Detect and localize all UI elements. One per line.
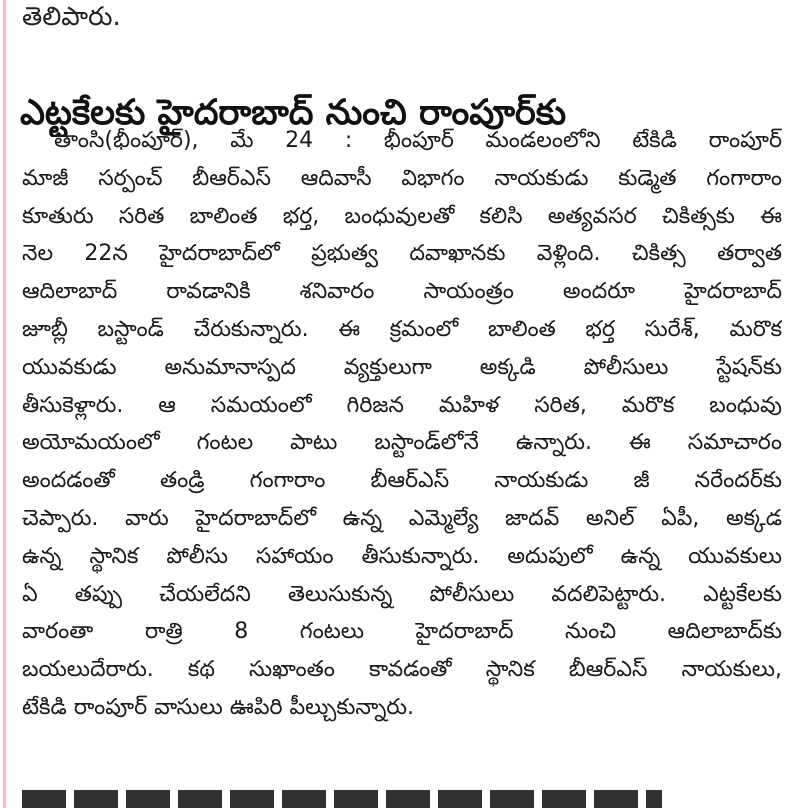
article-line: ఏ తప్పు చేయలేదని తెలుసుకున్న పోలీసులు వదలిపెట్టారు. ఎట్టకేలకు (22, 581, 782, 607)
article-line: అయోమయంలో గంటల పాటు బస్టాండ్‌లోనే ఉన్నారు. ఈ సమాచారం (22, 430, 782, 456)
article-line: ఆదిలాబాద్ రావడానికి శనివారం సాయంత్రం అందరూ హైదరాబాద్ (22, 279, 782, 305)
article-line: యువకుడు అనుమానాస్పద వ్యక్తులుగా అక్కడి పోలీసులు స్టేషన్‌కు (22, 354, 782, 380)
article-line: అందడంతో తండ్రి గంగారాం బీఆర్ఎస్ నాయకుడు జీ నరేందర్‌కు (22, 468, 782, 494)
cropped-headline-glyphs (22, 782, 662, 808)
article-line: మాజీ సర్పంచ్ బీఆర్ఎస్ ఆదివాసీ విభాగం నాయకుడు కుడ్మెత గంగారాం (22, 165, 782, 191)
article-line: నెల 22న హైదరాబాద్‌లో ప్రభుత్వ దవాఖానకు వెళ్లింది. చికిత్స తర్వాత (22, 241, 782, 267)
article-line: వారంతా రాత్రి 8 గంటలు హైదరాబాద్ నుంచి ఆదిలాబాద్‌కు (22, 619, 782, 645)
article-line: ఉన్న స్థానిక పోలీసు సహాయం తీసుకున్నారు. అదుపులో ఉన్న యువకులు (22, 543, 782, 569)
article-line: బయలుదేరారు. కథ సుఖాంతం కావడంతో స్థానిక బీఆర్ఎస్ నాయకులు, (22, 657, 782, 683)
next-headline-cropped (22, 782, 782, 808)
article-line: తీసుకెళ్లారు. ఆ సమయంలో గిరిజన మహిళ సరిత, మరొక బంధువు (22, 392, 782, 418)
article-line: జూబ్లీ బస్టాండ్ చేరుకున్నారు. ఈ క్రమంలో బాలింత భర్త సురేశ్, మరొక (22, 316, 782, 342)
article-line: టేకిడి రాంపూర్ వాసులు ఊపిరి పీల్చుకున్నారు. (22, 694, 414, 720)
previous-article-tail: తెలిపారు. (22, 2, 121, 32)
article-line: తాంసి(భీంపూర్), మే 24 : భీంపూర్ మండలంలోని టేకిడి రాంపూర్ (54, 128, 782, 153)
article-line: చెప్పారు. వారు హైదరాబాద్‌లో ఉన్న ఎమ్మెల్యే జాదవ్ అనిల్ ఏపీ, అక్కడ (22, 505, 782, 531)
article-headline: ఎట్టకేలకు హైదరాబాద్ నుంచి రాంపూర్‌కు (20, 93, 567, 134)
article-body (22, 122, 782, 762)
column-border (3, 0, 6, 808)
article-line: కూతురు సరిత బాలింత భర్త, బంధువులతో కలిసి అత్యవసర చికిత్సకు ఈ (22, 203, 782, 229)
